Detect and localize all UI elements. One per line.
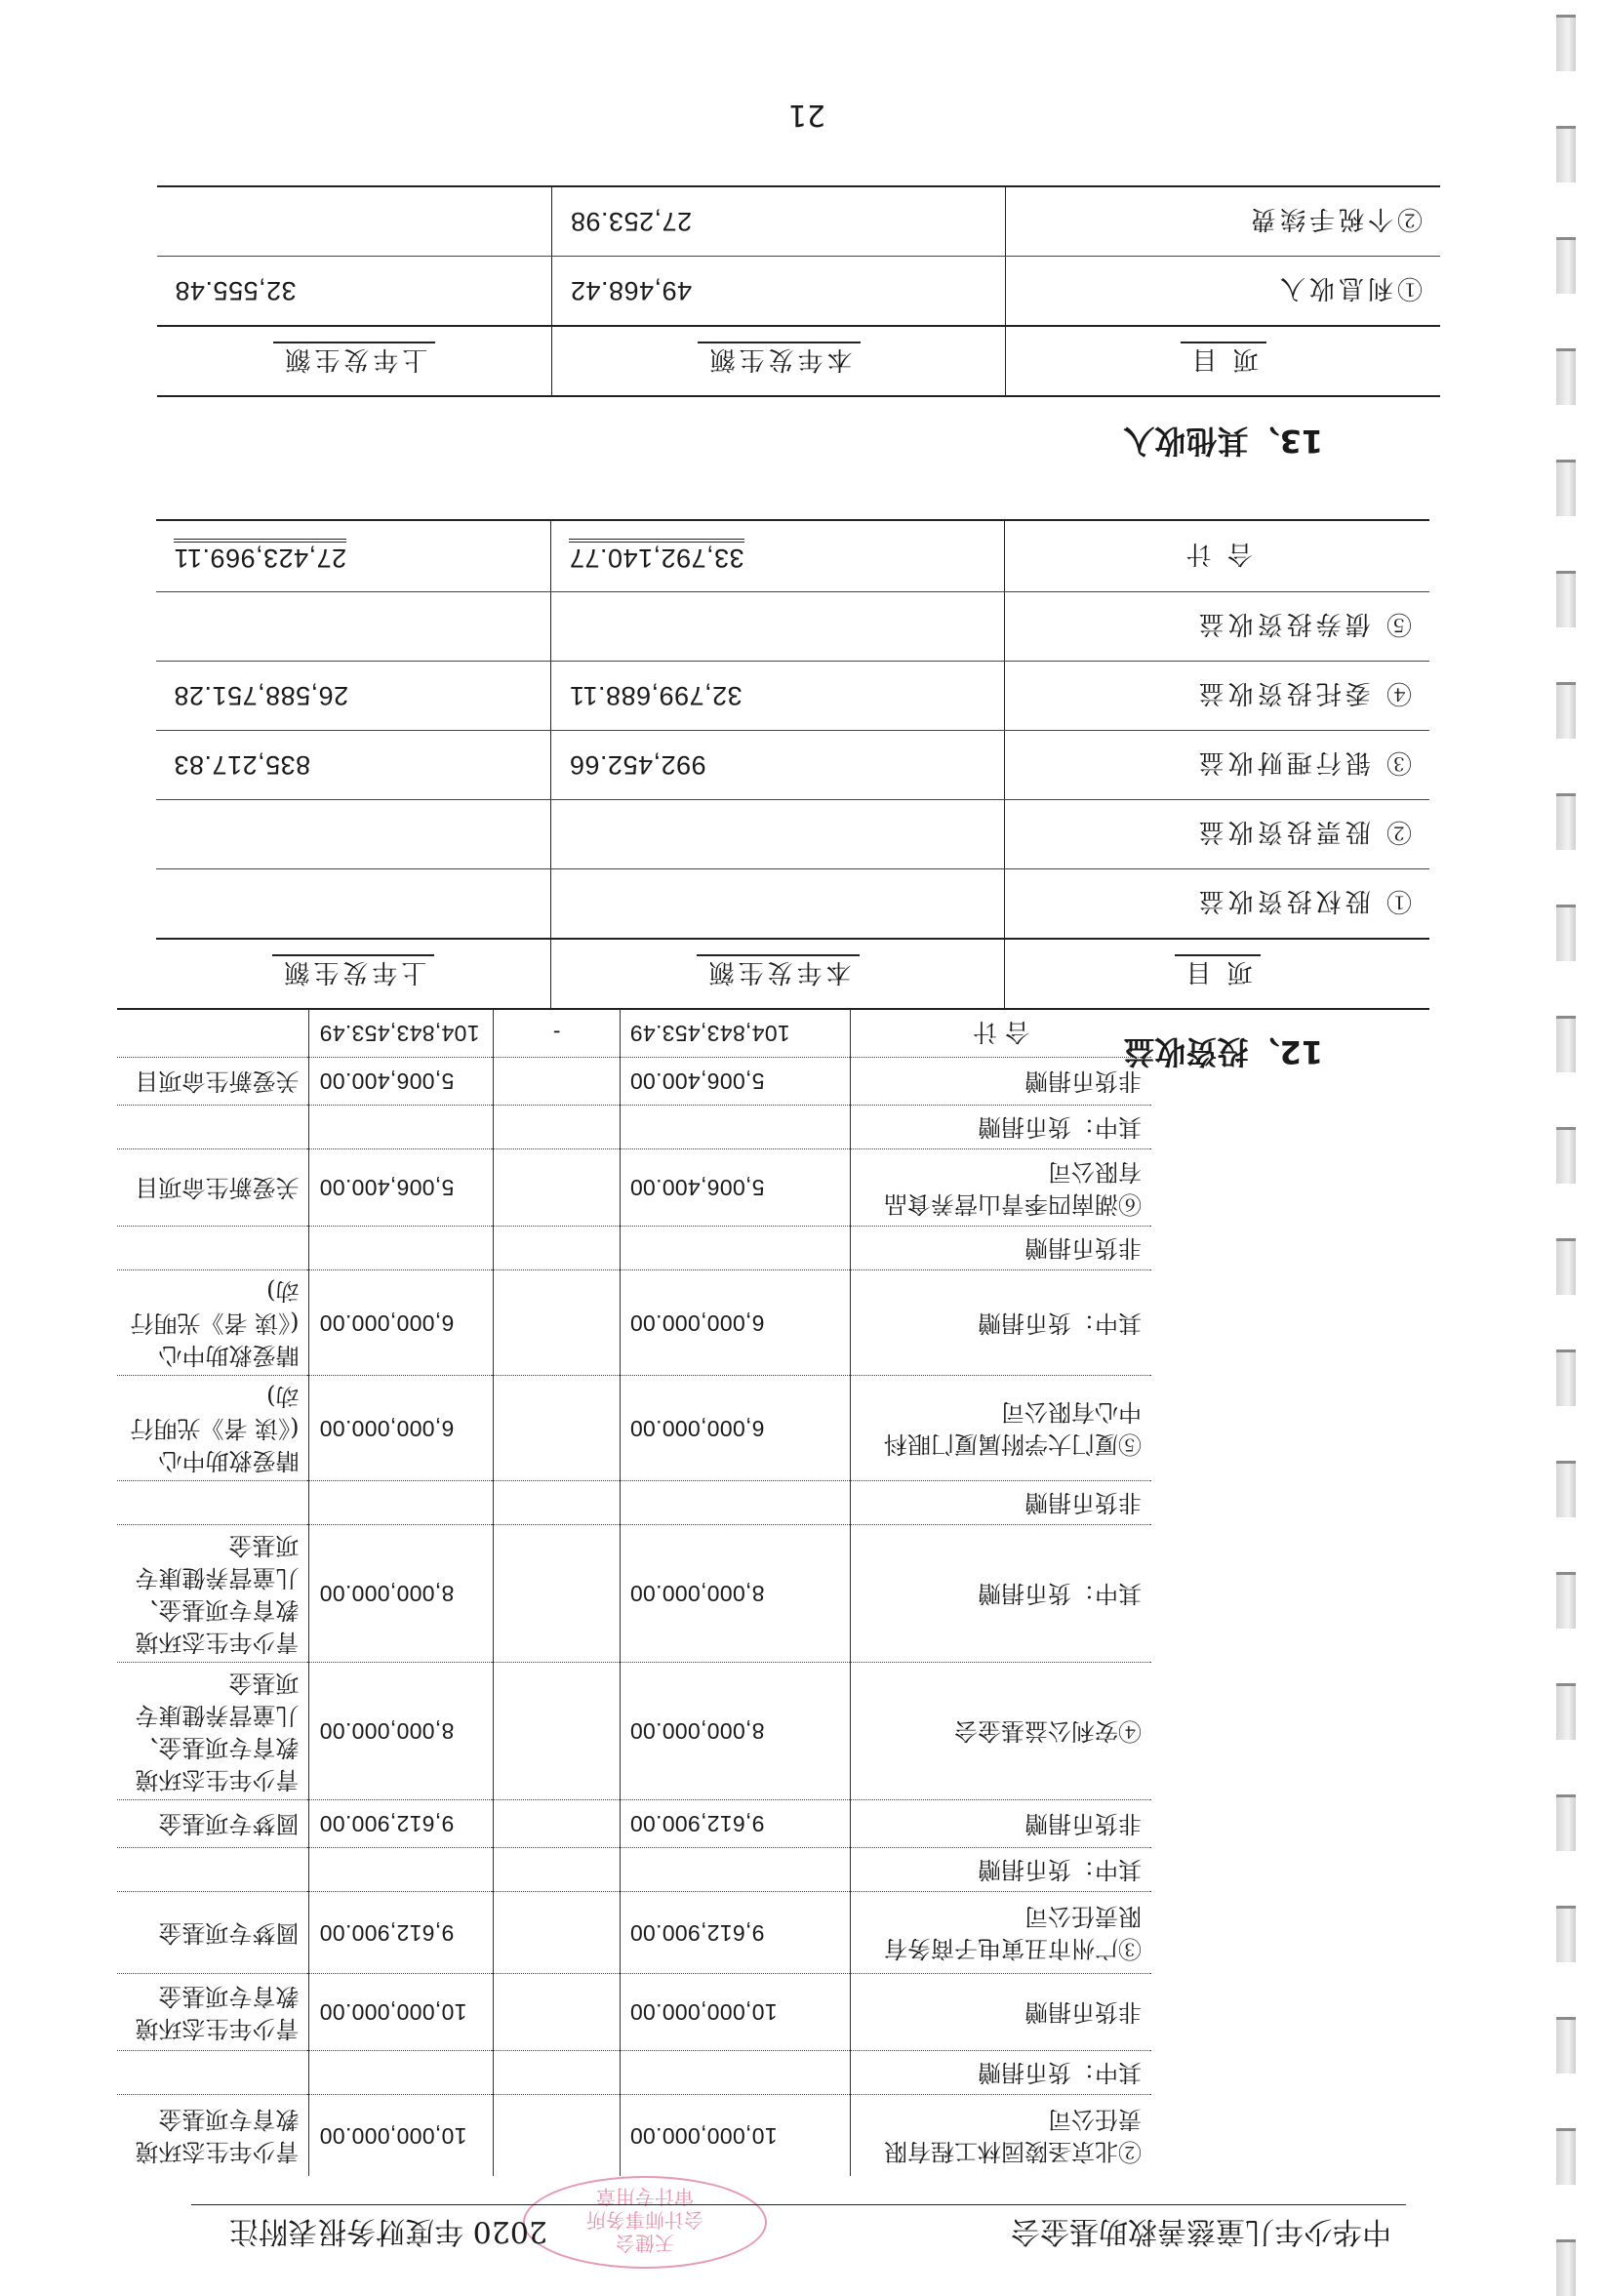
header-text: 上年发生额	[273, 342, 435, 381]
amount-cell	[620, 1106, 851, 1149]
binder-ring	[1556, 348, 1576, 405]
column-header	[1006, 326, 1440, 396]
binder-ring	[1556, 793, 1576, 850]
column-header	[157, 326, 552, 396]
amount-cell	[620, 2051, 851, 2095]
table-row	[117, 1800, 1151, 1848]
item-cell: ① 股权投资收益	[1005, 869, 1429, 940]
amount-cell: 5,006,400.00	[309, 1149, 494, 1227]
column-header	[1005, 939, 1429, 1009]
amount-cell: 8,000,000.00	[620, 1663, 851, 1800]
project-cell: 青少年生态环境教育专项基金	[117, 1974, 309, 2051]
project-cell	[117, 2051, 309, 2095]
header-text: 本年发生额	[699, 342, 861, 381]
amount-cell	[309, 2051, 494, 2095]
donor-cell: ②北京圣陵园林工程有限责任公司	[851, 2095, 1151, 2177]
current-year-cell: 32,799,688.11	[551, 662, 1005, 731]
audit-stamp	[523, 2176, 767, 2269]
table-row	[156, 592, 1429, 662]
amount-cell: 6,000,000.00	[309, 1270, 494, 1376]
binder-ring	[1556, 2239, 1576, 2296]
table-row	[156, 731, 1429, 800]
total-amount: 104,843,453.49	[309, 1009, 494, 1058]
total-amount: 104,843,453.49	[620, 1009, 851, 1058]
project-cell	[117, 1848, 309, 1892]
other-income-title: 13、其他收入	[1123, 423, 1323, 460]
amount-cell: 9,612,900.00	[620, 1800, 851, 1848]
table-row	[117, 2051, 1151, 2095]
amount-cell	[620, 1227, 851, 1270]
binder-ring	[1556, 2128, 1576, 2185]
table-row	[157, 186, 1440, 257]
donor-cell: 其中：货币捐赠	[851, 1848, 1151, 1892]
amount-cell: 9,612,900.00	[309, 1800, 494, 1848]
prior-year-cell: 835,217.83	[156, 731, 551, 800]
header-text: 本年发生额	[698, 955, 860, 993]
header-rule	[191, 2204, 1406, 2205]
donor-cell: 非货币捐赠	[851, 1800, 1151, 1848]
amount-cell	[494, 1227, 620, 1270]
prior-year-cell	[156, 869, 551, 940]
amount-cell	[494, 1106, 620, 1149]
amount-cell	[309, 1481, 494, 1525]
other-income-table	[157, 185, 1440, 397]
amount-cell: 9,612,900.00	[309, 1892, 494, 1974]
table-row	[117, 2095, 1151, 2177]
donor-cell: ③广州市丑寅电子商务有限责任公司	[851, 1892, 1151, 1974]
prior-year-cell	[156, 800, 551, 869]
amount-cell	[494, 1149, 620, 1227]
table-row	[157, 257, 1440, 327]
item-cell: ③ 银行理财收益	[1005, 731, 1429, 800]
donor-cell: ④安利公益基金会	[851, 1663, 1151, 1800]
current-year-cell	[551, 869, 1005, 940]
donor-cell: 非货币捐赠	[851, 1974, 1151, 2051]
amount-cell: 8,000,000.00	[309, 1663, 494, 1800]
binder-ring	[1556, 1127, 1576, 1184]
org-name: 中华少年儿童慈善救助基金会	[1011, 2214, 1391, 2248]
project-cell: 圆梦专项基金	[117, 1892, 309, 1974]
item-cell: ①利息收入	[1006, 257, 1440, 327]
amount-cell: 10,000,000.00	[309, 2095, 494, 2177]
binder-ring	[1556, 1016, 1576, 1072]
total-current-value: 33,792,140.77	[570, 540, 744, 574]
table-row	[117, 1663, 1151, 1800]
project-cell: 青少年生态环境教育专项基金、儿童营养健康专项基金	[117, 1525, 309, 1663]
donor-cell: 其中：货币捐赠	[851, 1270, 1151, 1376]
total-row	[156, 520, 1429, 592]
binder-ring	[1556, 1683, 1576, 1740]
table-row	[117, 1525, 1151, 1663]
prior-year-cell	[156, 592, 551, 662]
amount-cell: 10,000,000.00	[620, 1974, 851, 2051]
table-row	[156, 662, 1429, 731]
amount-cell	[309, 1848, 494, 1892]
donor-cell: ⑤厦门大学附属厦门眼科中心有限公司	[851, 1376, 1151, 1481]
amount-cell	[494, 1481, 620, 1525]
amount-cell: 5,006,400.00	[309, 1058, 494, 1106]
header-text: 上年发生额	[272, 955, 434, 993]
header-text: 项 目	[1175, 955, 1261, 993]
amount-cell	[494, 1376, 620, 1481]
current-year-cell	[551, 592, 1005, 662]
amount-cell: 8,000,000.00	[620, 1525, 851, 1663]
stamp-line-1: 天健会	[616, 2232, 674, 2255]
amount-cell	[494, 1800, 620, 1848]
total-project	[117, 1009, 309, 1058]
prior-year-cell	[157, 186, 552, 257]
table-row	[117, 1376, 1151, 1481]
column-header	[552, 326, 1006, 396]
amount-cell	[494, 1270, 620, 1376]
donor-cell: 非货币捐赠	[851, 1058, 1151, 1106]
donor-cell: 非货币捐赠	[851, 1227, 1151, 1270]
amount-cell: 9,612,900.00	[620, 1892, 851, 1974]
amount-cell	[309, 1106, 494, 1149]
binder-ring	[1556, 571, 1576, 627]
binder-ring	[1556, 1572, 1576, 1629]
binder-ring	[1556, 1349, 1576, 1406]
project-cell: 青少年生态环境教育专项基金、儿童营养健康专项基金	[117, 1663, 309, 1800]
table-row	[117, 1227, 1151, 1270]
binder-ring	[1556, 460, 1576, 516]
amount-cell	[494, 1892, 620, 1974]
total-prior-value: 27,423,969.11	[174, 540, 346, 574]
binder-ring	[1556, 682, 1576, 739]
column-header	[551, 939, 1005, 1009]
item-cell: ⑤ 债券投资收益	[1005, 592, 1429, 662]
header-row	[157, 326, 1440, 396]
item-cell: ②个税手续费	[1006, 186, 1440, 257]
table-row	[117, 1149, 1151, 1227]
amount-cell	[494, 1525, 620, 1663]
item-cell: ② 股票投资收益	[1005, 800, 1429, 869]
binder-ring	[1556, 905, 1576, 961]
current-year-cell	[551, 800, 1005, 869]
amount-cell	[309, 1227, 494, 1270]
project-cell: 关爱新生命项目	[117, 1058, 309, 1106]
stamp-line-3: 审计专用章	[596, 2185, 694, 2208]
amount-cell	[494, 1848, 620, 1892]
total-label: 合 计	[851, 1009, 1151, 1058]
project-cell: 圆梦专项基金	[117, 1800, 309, 1848]
table-row	[117, 1481, 1151, 1525]
amount-cell	[494, 2051, 620, 2095]
binder-ring	[1556, 126, 1576, 182]
amount-cell	[494, 1058, 620, 1106]
total-label: 合 计	[1005, 520, 1429, 592]
amount-cell: 5,006,400.00	[620, 1058, 851, 1106]
table-row	[117, 1892, 1151, 1974]
amount-cell	[494, 1663, 620, 1800]
binder-ring	[1556, 1906, 1576, 1962]
total-amount: -	[494, 1009, 620, 1058]
table-row	[117, 1974, 1151, 2051]
table-row	[117, 1270, 1151, 1376]
current-year-cell: 49,468.42	[552, 257, 1006, 327]
amount-cell	[620, 1481, 851, 1525]
project-cell: 关爱新生命项目	[117, 1149, 309, 1227]
amount-cell	[494, 2095, 620, 2177]
table-row	[156, 800, 1429, 869]
current-year-cell: 27,253.98	[552, 186, 1006, 257]
project-cell: 睛爱救助中心(《读 者》光明行动)	[117, 1270, 309, 1376]
page-number: 21	[787, 98, 825, 132]
stamp-line-2: 会计师事务所	[586, 2208, 703, 2232]
column-header	[156, 939, 551, 1009]
prior-year-cell: 26,588,751.28	[156, 662, 551, 731]
amount-cell	[494, 1974, 620, 2051]
header-row	[156, 939, 1429, 1009]
investment-income-table	[156, 519, 1429, 1010]
investment-income-title: 12、投资收益	[1123, 1033, 1323, 1070]
donor-cell: 其中：货币捐赠	[851, 2051, 1151, 2095]
project-cell	[117, 1106, 309, 1149]
binder-ring	[1556, 1794, 1576, 1851]
current-year-cell: 992,452.66	[551, 731, 1005, 800]
donations-table	[117, 1008, 1151, 2176]
total-prior-year	[156, 520, 551, 592]
binder-ring	[1556, 1238, 1576, 1295]
binder-ring	[1556, 2017, 1576, 2074]
header-text: 项 目	[1181, 342, 1266, 381]
item-cell: ④ 委托投资收益	[1005, 662, 1429, 731]
project-cell	[117, 1227, 309, 1270]
total-row	[117, 1009, 1151, 1058]
project-cell: 青少年生态环境教育专项基金	[117, 2095, 309, 2177]
binder-ring	[1556, 15, 1576, 71]
amount-cell: 6,000,000.00	[620, 1270, 851, 1376]
total-current-year	[551, 520, 1005, 592]
donor-cell: ⑥湖南四季青山营养食品有限公司	[851, 1149, 1151, 1227]
table-row	[117, 1848, 1151, 1892]
amount-cell: 10,000,000.00	[309, 1974, 494, 2051]
report-title: 2020 年度财务报表附注	[229, 2214, 547, 2248]
table-row	[117, 1106, 1151, 1149]
project-cell	[117, 1481, 309, 1525]
amount-cell: 6,000,000.00	[309, 1376, 494, 1481]
table-row	[117, 1058, 1151, 1106]
amount-cell: 6,000,000.00	[620, 1376, 851, 1481]
binder-ring	[1556, 1461, 1576, 1517]
donor-cell: 非货币捐赠	[851, 1481, 1151, 1525]
donor-cell: 其中：货币捐赠	[851, 1525, 1151, 1663]
donor-cell: 其中：货币捐赠	[851, 1106, 1151, 1149]
binder-ring	[1556, 237, 1576, 294]
amount-cell: 10,000,000.00	[620, 2095, 851, 2177]
prior-year-cell: 32,555.48	[157, 257, 552, 327]
amount-cell: 5,006,400.00	[620, 1149, 851, 1227]
amount-cell: 8,000,000.00	[309, 1525, 494, 1663]
table-row	[156, 869, 1429, 940]
project-cell: 睛爱救助中心(《读 者》光明行动)	[117, 1376, 309, 1481]
amount-cell	[620, 1848, 851, 1892]
